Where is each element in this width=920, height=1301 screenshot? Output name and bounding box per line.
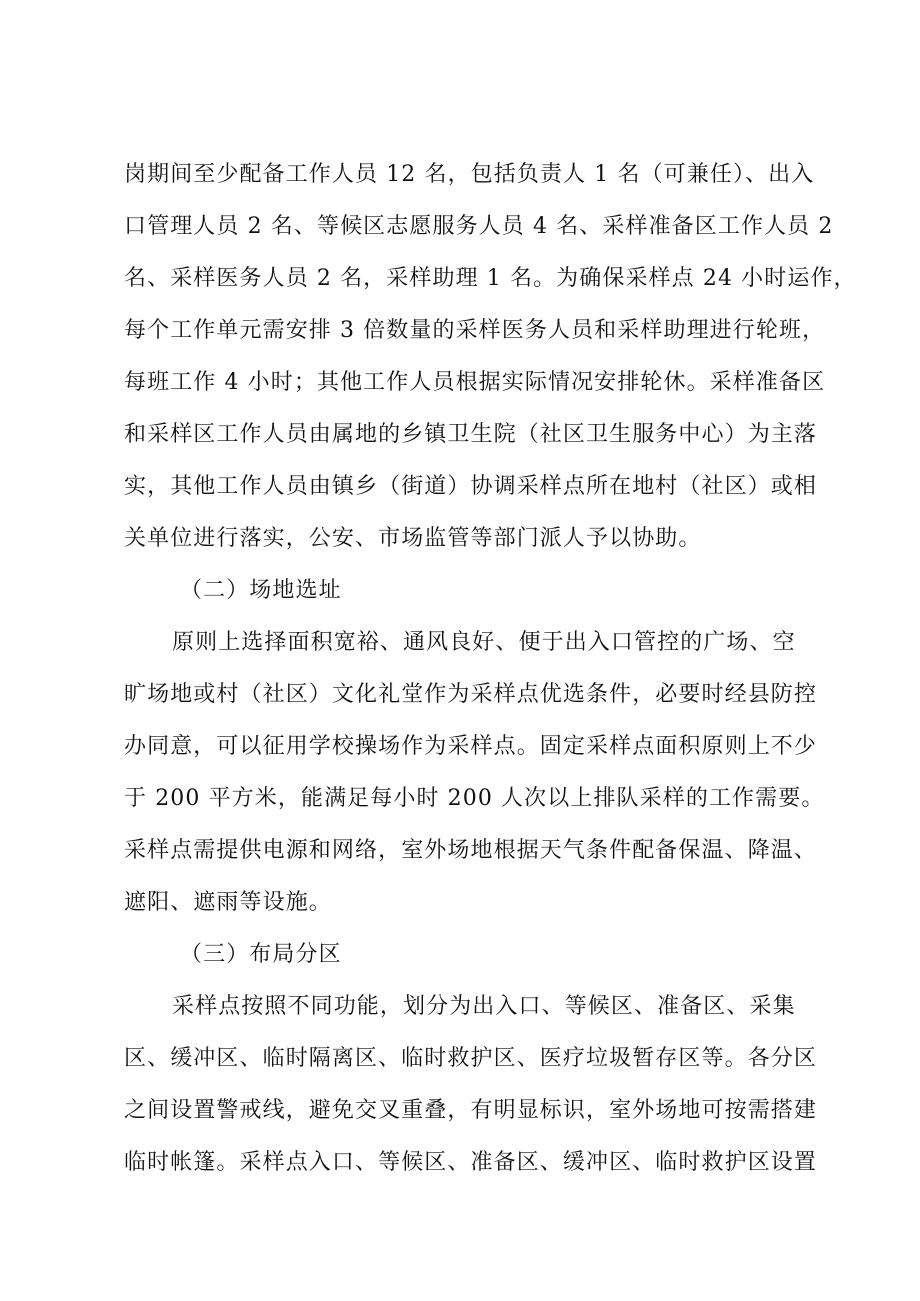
paragraph-line: 区、缓冲区、临时隔离区、临时救护区、医疗垃圾暂存区等。各分区 — [124, 1046, 818, 1071]
paragraph-line: 采样点需提供电源和网络，室外场地根据天气条件配备保温、降温、 — [124, 838, 818, 863]
paragraph-line: 之间设置警戒线，避免交叉重叠，有明显标识，室外场地可按需搭建 — [124, 1098, 818, 1123]
paragraph-line: 实，其他工作人员由镇乡（街道）协调采样点所在地村（社区）或相 — [124, 474, 818, 499]
section-heading-layout-zones: （三）布局分区 — [180, 942, 342, 967]
paragraph-line: 岗期间至少配备工作人员 12 名，包括负责人 1 名（可兼任）、出入 — [124, 162, 815, 187]
paragraph-line: 采样点按照不同功能，划分为出入口、等候区、准备区、采集 — [172, 994, 796, 1019]
paragraph-line: 关单位进行落实，公安、市场监管等部门派人予以协助。 — [124, 526, 702, 551]
paragraph-line: 名、采样医务人员 2 名，采样助理 1 名。为确保采样点 24 小时运作， — [124, 266, 857, 291]
section-heading-site-selection: （二）场地选址 — [180, 578, 342, 603]
paragraph-line: 口管理人员 2 名、等候区志愿服务人员 4 名、采样准备区工作人员 2 — [124, 214, 834, 239]
paragraph-line: 原则上选择面积宽裕、通风良好、便于出入口管控的广场、空 — [172, 630, 796, 655]
paragraph-line: 和采样区工作人员由属地的乡镇卫生院（社区卫生服务中心）为主落 — [124, 422, 818, 447]
paragraph-line: 每班工作 4 小时；其他工作人员根据实际情况安排轮休。采样准备区 — [124, 370, 826, 395]
paragraph-line: 每个工作单元需安排 3 倍数量的采样医务人员和采样助理进行轮班， — [124, 318, 826, 343]
paragraph-line: 旷场地或村（社区）文化礼堂作为采样点优选条件，必要时经县防控 — [124, 682, 818, 707]
paragraph-line: 办同意，可以征用学校操场作为采样点。固定采样点面积原则上不少 — [124, 734, 818, 759]
paragraph-line: 临时帐篷。采样点入口、等候区、准备区、缓冲区、临时救护区设置 — [124, 1150, 818, 1175]
paragraph-line: 于 200 平方米，能满足每小时 200 人次以上排队采样的工作需要。 — [124, 786, 825, 811]
paragraph-line: 遮阳、遮雨等设施。 — [124, 890, 332, 915]
